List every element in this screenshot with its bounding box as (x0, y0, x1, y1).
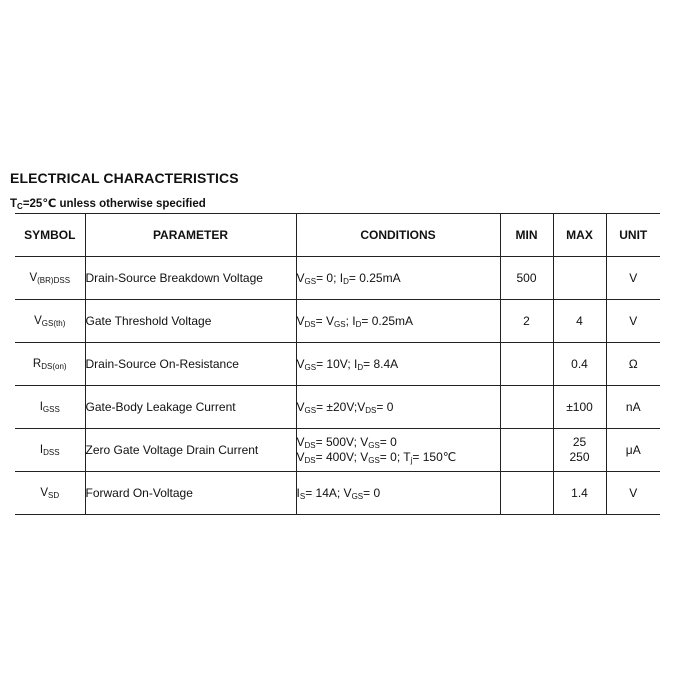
cell-max (553, 472, 606, 515)
note-prefix: T (10, 198, 18, 210)
cell-parameter: Forward On-Voltage (85, 472, 296, 515)
cell-max (553, 386, 606, 429)
cell-min (500, 429, 553, 472)
cell-min (500, 343, 553, 386)
test-condition-note (10, 196, 206, 210)
cell-conditions (296, 429, 500, 472)
max-value: 25 (572, 435, 587, 449)
condition-text: = 10V; I (316, 356, 358, 371)
symbol-subscript: SD (48, 491, 60, 500)
condition-line (297, 486, 500, 501)
cell-min (500, 472, 553, 515)
symbol-subscript: (BR)DSS (37, 276, 71, 285)
cell-symbol (15, 257, 85, 300)
symbol-letter: V (34, 315, 42, 327)
condition-text: = V (315, 313, 334, 328)
condition-subscript: GS (304, 276, 317, 286)
cell-symbol (15, 343, 85, 386)
cell-min (500, 300, 553, 343)
cell-unit: μA (606, 429, 660, 472)
cell-parameter: Gate Threshold Voltage (85, 300, 296, 343)
condition-text: V (296, 450, 305, 464)
condition-line (297, 435, 500, 450)
condition-text: = 8.4A (363, 356, 399, 371)
condition-text: = 0 (363, 485, 381, 500)
symbol-letter: V (29, 272, 38, 284)
header-symbol: SYMBOL (15, 214, 85, 257)
cell-conditions (296, 343, 500, 386)
max-value: 4 (576, 313, 583, 328)
condition-line (297, 357, 500, 372)
condition-subscript: D (357, 362, 364, 372)
cell-max (553, 257, 606, 300)
condition-text: = 0 (379, 435, 397, 449)
max-value: 250 (569, 450, 590, 464)
cell-conditions (296, 257, 500, 300)
cell-unit: Ω (606, 343, 660, 386)
condition-subscript: GS (368, 441, 380, 450)
table-row (15, 343, 660, 386)
cell-parameter: Drain-Source Breakdown Voltage (85, 257, 296, 300)
section-title: ELECTRICAL CHARACTERISTICS (10, 170, 239, 186)
condition-line (297, 271, 500, 286)
condition-line (297, 314, 500, 329)
cell-conditions (296, 386, 500, 429)
cell-max (553, 300, 606, 343)
condition-text: = 400V; V (315, 450, 369, 464)
condition-subscript: GS (304, 405, 317, 415)
table-row (15, 257, 660, 300)
cell-unit: nA (606, 386, 660, 429)
header-max: MAX (553, 214, 606, 257)
cell-symbol (15, 386, 85, 429)
max-value: ±100 (566, 399, 593, 414)
max-value: 0.4 (571, 356, 588, 371)
condition-subscript: DS (304, 441, 316, 450)
cell-min (500, 257, 553, 300)
condition-subscript: GS (304, 362, 317, 372)
header-row (15, 214, 660, 257)
condition-subscript: j (410, 456, 413, 465)
condition-text: V (296, 356, 305, 371)
header-parameter: PARAMETER (85, 214, 296, 257)
condition-line (297, 400, 500, 415)
header-conditions: CONDITIONS (296, 214, 500, 257)
condition-subscript: S (299, 491, 306, 501)
table-row (15, 472, 660, 515)
cell-max (553, 429, 606, 472)
cell-symbol (15, 472, 85, 515)
cell-parameter: Drain-Source On-Resistance (85, 343, 296, 386)
cell-unit: V (606, 257, 660, 300)
cell-unit: V (606, 300, 660, 343)
symbol-subscript: DS(on) (41, 362, 67, 371)
symbol-letter: V (40, 487, 49, 499)
cell-symbol (15, 429, 85, 472)
table-body (15, 257, 660, 515)
table-row (15, 429, 660, 472)
condition-line (297, 450, 500, 465)
condition-text: = 0; I (316, 270, 344, 285)
symbol-letter: R (32, 358, 42, 370)
table-row (15, 386, 660, 429)
condition-text: V (296, 435, 305, 449)
table-row (15, 300, 660, 343)
condition-text: = 0 (376, 399, 394, 414)
cell-min (500, 386, 553, 429)
cell-unit: V (606, 472, 660, 515)
header-min: MIN (500, 214, 553, 257)
condition-subscript: DS (304, 319, 316, 329)
condition-text: V (296, 270, 305, 285)
condition-subscript: DS (365, 405, 377, 415)
condition-text: V (296, 313, 305, 328)
condition-subscript: D (343, 276, 349, 286)
condition-text: = ±20V;V (316, 399, 366, 414)
cell-conditions (296, 300, 500, 343)
symbol-letter: I (39, 444, 44, 456)
symbol-subscript: DSS (43, 448, 60, 457)
note-prefix-subscript: C (17, 202, 23, 211)
condition-subscript: D (355, 319, 362, 329)
symbol-letter: I (39, 401, 43, 413)
condition-subscript: DS (304, 456, 316, 465)
cell-parameter: Gate-Body Leakage Current (85, 386, 296, 429)
cell-symbol (15, 300, 85, 343)
condition-text: I (296, 485, 300, 500)
cell-parameter: Zero Gate Voltage Drain Current (85, 429, 296, 472)
condition-text: = 150℃ (412, 450, 457, 464)
condition-text: ; I (345, 313, 356, 328)
cell-max (553, 343, 606, 386)
min-value: 500 (516, 270, 537, 285)
condition-text: = 500V; V (315, 435, 369, 449)
symbol-subscript: GS(th) (41, 319, 66, 328)
max-value: 1.4 (571, 485, 588, 500)
condition-text: = 0.25mA (361, 313, 414, 328)
min-value: 2 (523, 313, 530, 328)
symbol-subscript: GSS (42, 405, 60, 414)
condition-text: = 0; T (379, 450, 411, 464)
condition-subscript: GS (368, 456, 380, 465)
header-unit: UNIT (606, 214, 660, 257)
condition-text: = 0.25mA (348, 270, 401, 285)
condition-text: V (296, 399, 305, 414)
electrical-characteristics-table (15, 213, 660, 515)
condition-subscript: GS (351, 491, 364, 501)
note-text: =25℃ unless otherwise specified (22, 198, 206, 210)
cell-conditions (296, 472, 500, 515)
condition-text: = 14A; V (305, 485, 352, 500)
condition-subscript: GS (334, 319, 346, 329)
